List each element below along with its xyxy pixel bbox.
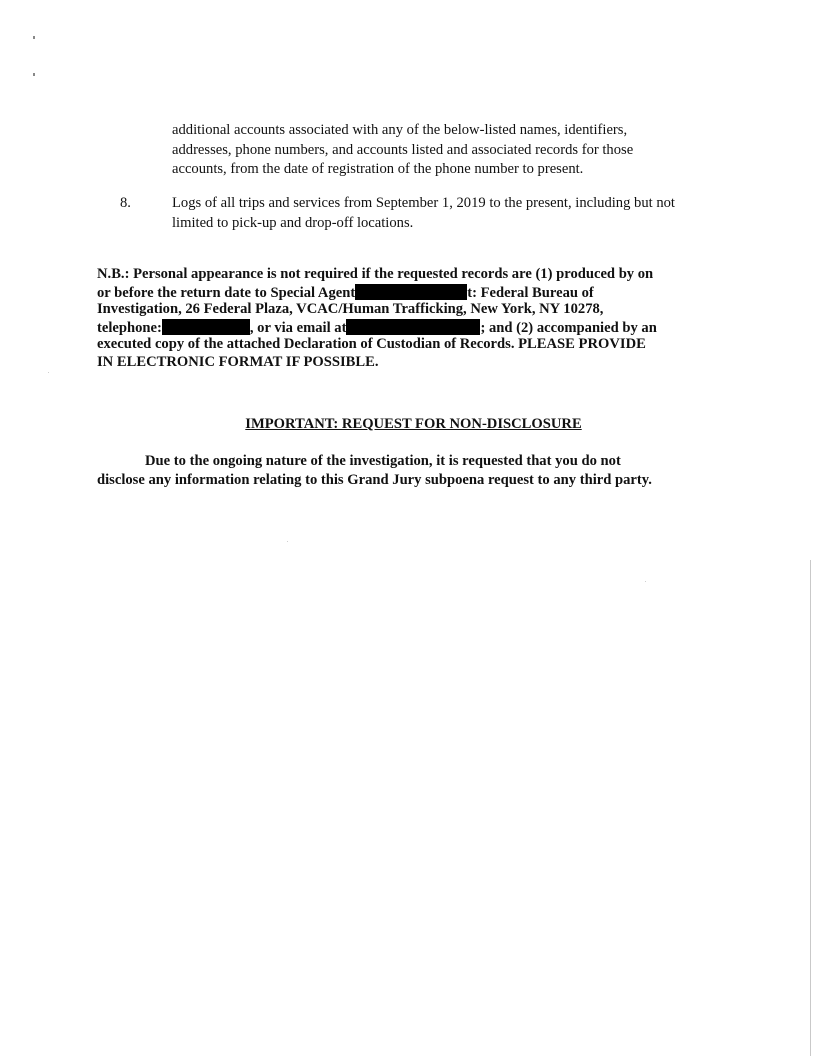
scan-speck bbox=[645, 581, 646, 582]
list-item-line: limited to pick-up and drop-off locations. bbox=[172, 214, 414, 231]
nb-line bbox=[97, 319, 727, 337]
item-continuation-line: accounts, from the date of registration of the phone number to present. bbox=[172, 161, 584, 177]
nb-line: executed copy of the attached Declaration of Custodian of Records. PLEASE PROVIDE bbox=[97, 336, 646, 353]
non-disclosure-heading bbox=[0, 414, 817, 434]
non-disclosure-line: disclose any information relating to this Grand Jury subpoena request to any third party. bbox=[97, 472, 652, 488]
nb-text: or before the return date to Special Agent bbox=[97, 284, 356, 301]
scan-speck bbox=[48, 372, 49, 373]
non-disclosure-line: Due to the ongoing nature of the investigation, it is requested that you do not bbox=[145, 453, 621, 469]
nb-line: N.B.: Personal appearance is not required if the requested records are (1) produced by on bbox=[97, 266, 654, 282]
nb-text: , or via email at bbox=[249, 319, 347, 336]
nb-line: IN ELECTRONIC FORMAT IF POSSIBLE. bbox=[97, 353, 379, 370]
scan-speck bbox=[33, 73, 35, 76]
nb-line: Investigation, 26 Federal Plaza, VCAC/Human Trafficking, New York, NY 10278, bbox=[97, 301, 604, 318]
scan-speck bbox=[33, 36, 35, 39]
non-disclosure-paragraph bbox=[97, 452, 737, 490]
redaction-box bbox=[162, 319, 250, 335]
nb-text: telephone: bbox=[97, 319, 162, 336]
scan-edge-line bbox=[810, 560, 811, 1056]
heading-text: IMPORTANT: REQUEST FOR NON-DISCLOSURE bbox=[245, 416, 582, 432]
nb-paragraph bbox=[97, 266, 727, 372]
item-continuation-line: additional accounts associated with any of the below-listed names, identifiers, bbox=[172, 122, 628, 138]
list-item-8 bbox=[120, 194, 740, 233]
nb-text: t: Federal Bureau of bbox=[467, 284, 594, 301]
nb-text: ; and (2) accompanied by an bbox=[480, 319, 657, 336]
scan-speck bbox=[287, 541, 288, 542]
item-continuation bbox=[172, 121, 732, 180]
list-item-number: 8. bbox=[120, 195, 131, 211]
list-item-line: Logs of all trips and services from September 1, 2019 to the present, including but not bbox=[172, 195, 675, 211]
list-item-body bbox=[172, 194, 740, 233]
redaction-box bbox=[346, 319, 480, 335]
redaction-box bbox=[355, 284, 467, 300]
item-continuation-line: addresses, phone numbers, and accounts listed and associated records for those bbox=[172, 141, 634, 158]
nb-line bbox=[97, 284, 727, 302]
